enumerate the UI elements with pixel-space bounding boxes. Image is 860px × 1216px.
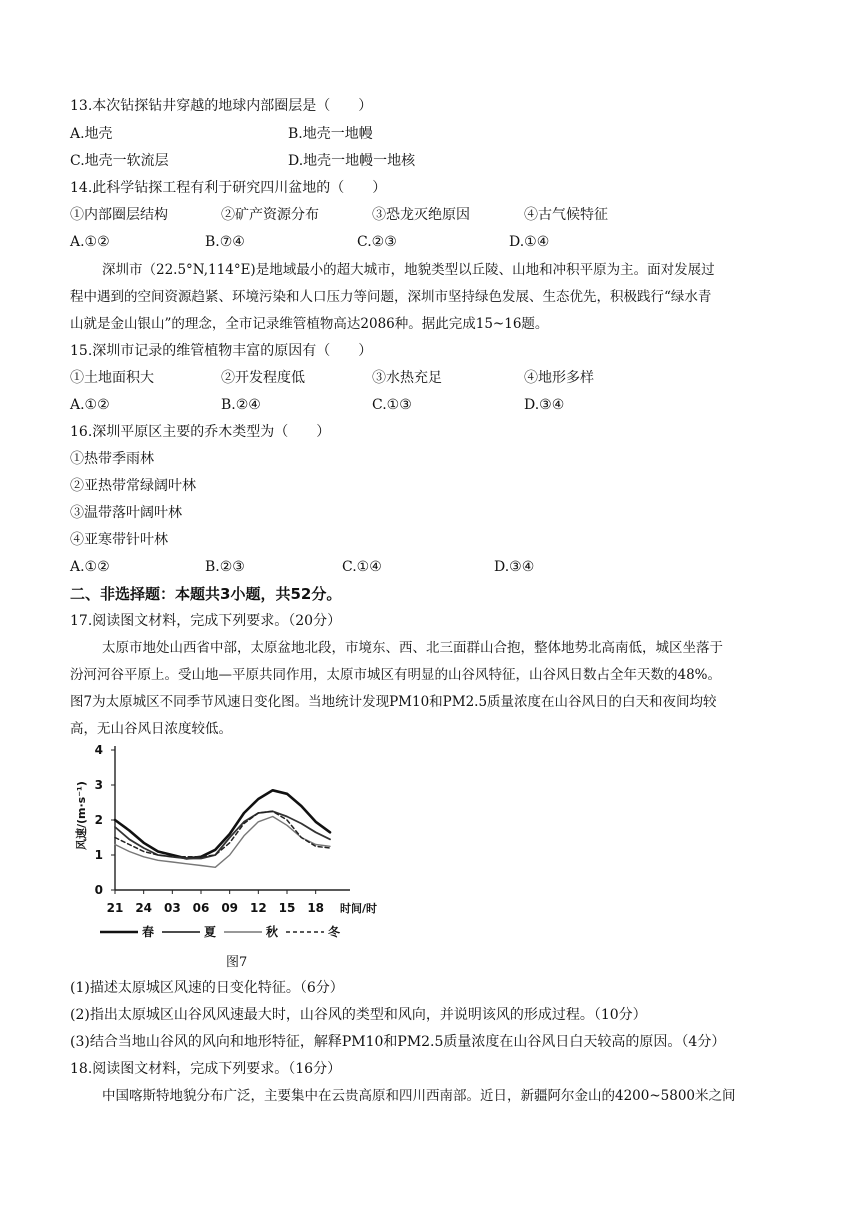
y-tick-label: 4: [94, 743, 103, 757]
q17-passage-line-1: 太原市地处山西省中部，太原盆地北段，市境东、西、北三面群山合抱，整体地势北高南低，城区坐落于: [102, 640, 723, 656]
q15-option-a: A.①②: [70, 397, 110, 413]
figure-7-caption: 图7: [226, 955, 248, 970]
q14-item-2: ②矿产资源分布: [221, 207, 319, 223]
q17-passage-line-2: 汾河河谷平原上。受山地—平原共同作用，太原市城区有明显的山谷风特征，山谷风日数占全年天数的48%。: [70, 667, 722, 683]
x-tick-label: 24: [135, 901, 153, 915]
q16-item-3: ③温带落叶阔叶林: [70, 505, 182, 521]
q13-option-c: C.地壳一软流层: [70, 153, 169, 169]
legend-label-3: 秋: [266, 925, 279, 939]
q17-sub-question-1: (1)描述太原城区风速的日变化特征。（6分）: [70, 980, 344, 996]
q14-item-1: ①内部圈层结构: [70, 207, 168, 223]
q16-option-a: A.①②: [70, 559, 110, 575]
y-tick-label: 2: [94, 813, 103, 827]
y-tick-label: 1: [94, 848, 103, 862]
q17-passage-line-3: 图7为太原城区不同季节风速日变化图。当地统计发现PM10和PM2.5质量浓度在山谷风日的白天和夜间均较: [70, 694, 717, 710]
legend-label-4: 冬: [328, 925, 341, 939]
q16-item-1: ①热带季雨林: [70, 451, 154, 467]
q18-stem: 18.阅读图文材料，完成下列要求。（16分）: [70, 1061, 342, 1077]
y-axis-label: 风速/(m·s⁻¹): [75, 781, 88, 850]
q15-item-4: ④地形多样: [524, 370, 594, 386]
x-tick-label: 21: [106, 901, 124, 915]
x-tick-label: 06: [192, 901, 210, 915]
q14-item-4: ④古气候特征: [524, 207, 608, 223]
q15-stem: 15.深圳市记录的维管植物丰富的原因有（ ）: [70, 343, 373, 359]
wind-speed-chart: [70, 738, 378, 953]
q17-sub-question-3: (3)结合当地山谷风的风向和地形特征，解释PM10和PM2.5质量浓度在山谷风日白天较高的原因。（4分）: [70, 1034, 726, 1050]
q13-stem: 13.本次钻探钻井穿越的地球内部圈层是（ ）: [70, 98, 373, 114]
q14-option-a: A.①②: [70, 234, 110, 250]
q15-option-d: D.③④: [524, 397, 565, 413]
q16-option-b: B.②③: [205, 559, 245, 575]
q16-option-d: D.③④: [494, 559, 535, 575]
q14-option-b: B.⑦④: [205, 234, 245, 250]
y-tick-label: 0: [94, 883, 103, 897]
q14-item-3: ③恐龙灭绝原因: [372, 207, 470, 223]
q13-option-a: A.地壳: [70, 126, 113, 142]
q16-item-2: ②亚热带常绿阔叶林: [70, 478, 196, 494]
q16-stem: 16.深圳平原区主要的乔木类型为（ ）: [70, 424, 331, 440]
q13-option-d: D.地壳一地幔一地核: [288, 153, 416, 169]
section-2-heading: 二、非选择题：本题共3小题，共52分。: [70, 585, 342, 603]
chart-labels: [74, 743, 377, 915]
q16-option-c: C.①④: [342, 559, 382, 575]
legend-label-2: 夏: [204, 925, 217, 939]
x-tick-label: 12: [249, 901, 267, 915]
q15-option-c: C.①③: [372, 397, 412, 413]
q17-sub-question-2: (2)指出太原城区山谷风风速最大时，山谷风的类型和风向，并说明该风的形成过程。（10分）: [70, 1007, 647, 1023]
legend-label-1: 春: [142, 925, 155, 939]
x-axis-label: 时间/时: [340, 902, 378, 915]
passage-shenzhen-line-1: 深圳市（22.5°N,114°E)是地域最小的超大城市，地貌类型以丘陵、山地和冲积平原为主。面对发展过: [102, 262, 715, 278]
chart-legend: [100, 924, 341, 939]
q13-option-b: B.地壳一地幔: [288, 126, 373, 142]
chart-series: [115, 790, 330, 867]
q18-passage-line-1: 中国喀斯特地貌分布广泛，主要集中在云贵高原和四川西南部。近日，新疆阿尔金山的4200~5800米之间: [102, 1088, 736, 1104]
x-tick-label: 15: [278, 901, 296, 915]
passage-shenzhen-line-3: 山就是金山银山”的理念，全市记录维管植物高达2086种。据此完成15~16题。: [70, 316, 549, 332]
q14-option-d: D.①④: [509, 234, 550, 250]
q17-passage-line-4: 高，无山谷风日浓度较低。: [70, 721, 232, 737]
x-tick-label: 18: [307, 901, 325, 915]
q17-stem: 17.阅读图文材料，完成下列要求。（20分）: [70, 613, 342, 629]
q14-option-c: C.②③: [357, 234, 397, 250]
q15-item-2: ②开发程度低: [221, 370, 305, 386]
q15-item-3: ③水热充足: [372, 370, 442, 386]
q16-item-4: ④亚寒带针叶林: [70, 532, 168, 548]
x-tick-label: 03: [163, 901, 181, 915]
passage-shenzhen-line-2: 程中遇到的空间资源趋紧、环境污染和人口压力等问题，深圳市坚持绿色发展、生态优先，积极践行“绿水青: [70, 289, 712, 305]
wind-speed-chart-svg: [70, 738, 378, 953]
x-tick-label: 09: [221, 901, 239, 915]
q14-stem: 14.此科学钻探工程有利于研究四川盆地的（ ）: [70, 180, 387, 196]
q15-item-1: ①土地面积大: [70, 370, 154, 386]
y-tick-label: 3: [94, 778, 103, 792]
q15-option-b: B.②④: [221, 397, 261, 413]
